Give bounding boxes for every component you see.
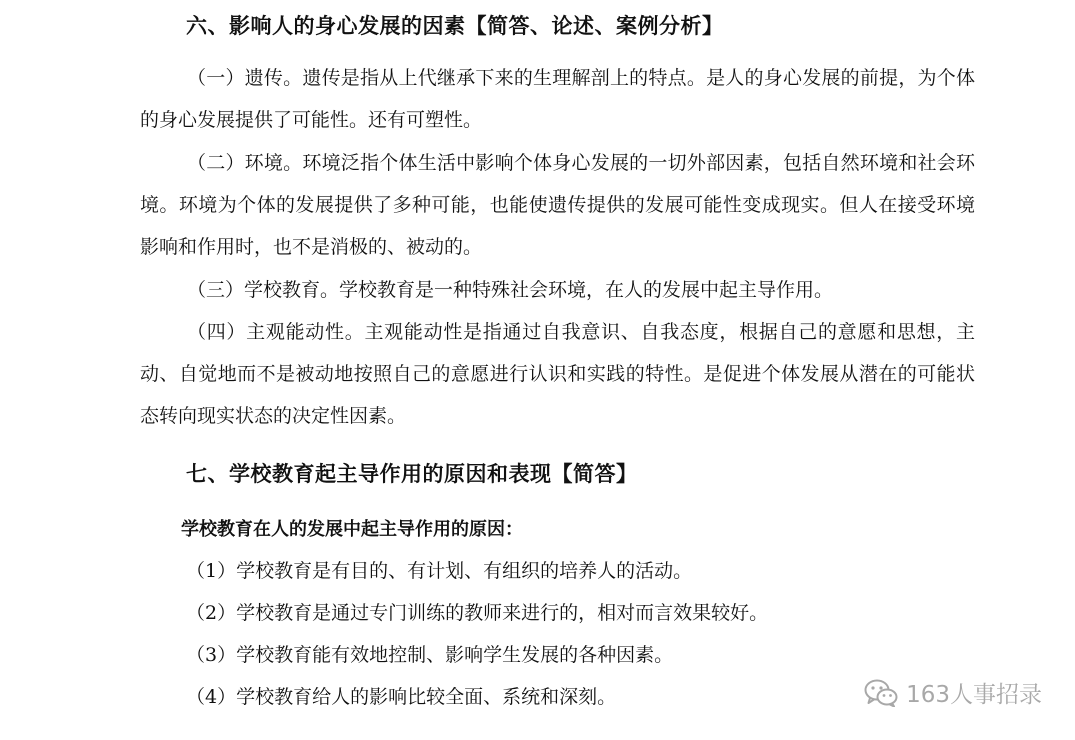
list-item: （2）学校教育是通过专门训练的教师来进行的，相对而言效果较好。 bbox=[186, 602, 769, 624]
paragraph-school-education: （三）学校教育。学校教育是一种特殊社会环境，在人的发展中起主导作用。 bbox=[187, 279, 834, 301]
list-item: （1）学校教育是有目的、有计划、有组织的培养人的活动。 bbox=[186, 560, 693, 582]
list-item: （4）学校教育给人的影响比较全面、系统和深刻。 bbox=[186, 686, 617, 708]
watermark bbox=[864, 676, 1042, 709]
list-item: （3）学校教育能有效地控制、影响学生发展的各种因素。 bbox=[186, 644, 674, 666]
paragraph-environment: （二）环境。环境泛指个体生活中影响个体身心发展的一切外部因素，包括自然环境和社会环境。环境为个体的发展提供了多种可能，也能使遗传提供的发展可能性变成现实。但人在接受环境影响和作用时，也不是消极的、被动的。 bbox=[140, 152, 975, 258]
watermark-text: 163人事招录 bbox=[906, 682, 1042, 708]
wechat-icon bbox=[864, 679, 898, 707]
paragraph-subjective-initiative: （四）主观能动性。主观能动性是指通过自我意识、自我态度，根据自己的意愿和思想，主动、自觉地而不是被动地按照自己的意愿进行认识和实践的特性。是促进个体发展从潜在的可能状态转向现实状态的决定性因素。 bbox=[140, 321, 975, 427]
section-7-subheading: 学校教育在人的发展中起主导作用的原因： bbox=[181, 519, 523, 540]
paragraph-heredity: （一）遗传。遗传是指从上代继承下来的生理解剖上的特点。是人的身心发展的前提，为个体的身心发展提供了可能性。还有可塑性。 bbox=[140, 67, 975, 131]
section-6-heading: 六、影响人的身心发展的因素【简答、论述、案例分析】 bbox=[186, 13, 724, 38]
section-7-heading: 七、学校教育起主导作用的原因和表现【简答】 bbox=[186, 461, 638, 486]
